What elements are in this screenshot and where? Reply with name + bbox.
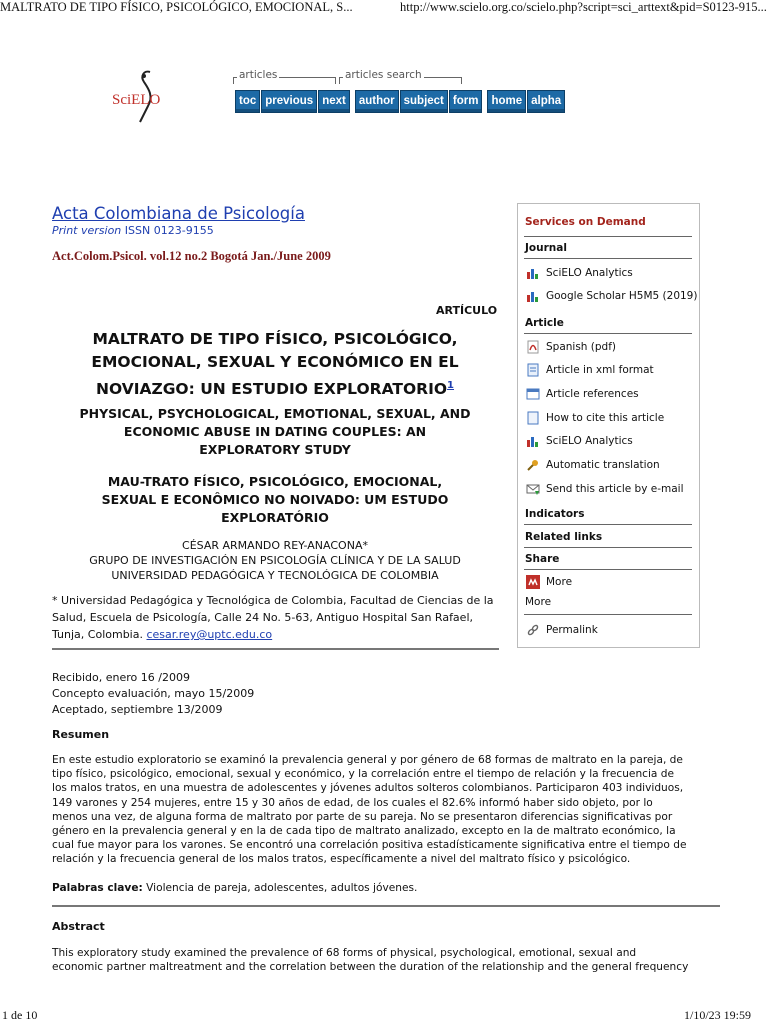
abstract-line: economic partner maltreatment and the correlation between the duration of the relationship and the general frequency: [52, 961, 689, 974]
services-divider: [524, 333, 692, 334]
date-received: Recibido, enero 16 /2009: [52, 671, 190, 684]
title-pt-line: SEXUAL E ECONÔMICO NO NOIVADO: UM ESTUDO: [101, 492, 449, 507]
resumen-line: cual fue mayor para los varones. Se encontró una correlación positiva estadísticamente significativa entre el tiempo de: [52, 839, 687, 852]
google-scholar-link[interactable]: Google Scholar H5M5 (2019): [526, 289, 697, 303]
nav-button-bar: [235, 89, 566, 113]
services-divider: [524, 614, 692, 615]
services-divider: [524, 547, 692, 548]
share-icon: [526, 575, 540, 589]
keywords-value: Violencia de pareja, adolescentes, adultos jóvenes.: [146, 882, 418, 894]
journal-scielo-analytics-link[interactable]: SciELO Analytics: [526, 266, 633, 280]
print-version-line: [52, 224, 214, 237]
bar-chart-icon: [526, 434, 540, 448]
resumen-line: tipo físico, psicológico, emocional, sexual y económico, y la correlación entre el tiempo de relación y la frecuencia de: [52, 768, 675, 781]
pdf-icon: [526, 340, 540, 354]
author-group: GRUPO DE INVESTIGACIÓN EN PSICOLOGÍA CLÍNICA Y DE LA SALUD: [89, 554, 461, 567]
author-block: [52, 538, 498, 583]
article-references-link[interactable]: Article references: [526, 387, 639, 401]
resumen-text: [52, 753, 732, 867]
subject-button[interactable]: subject: [400, 90, 448, 113]
scielo-logo[interactable]: [110, 68, 170, 124]
articles-search-bracket: [339, 69, 462, 84]
affiliation-line: Tunja, Colombia. cesar.rey@uptc.edu.co: [52, 628, 273, 641]
services-divider: [524, 524, 692, 525]
email-icon: [526, 482, 540, 496]
page-counter: 1 de 10: [2, 1008, 38, 1022]
abstract-text: [52, 946, 732, 974]
cite-doc-icon: [526, 411, 540, 425]
next-button[interactable]: next: [318, 90, 350, 113]
toc-button[interactable]: toc: [235, 90, 260, 113]
share-more-link[interactable]: More: [526, 575, 572, 589]
title-pt-line: MAU-TRATO FÍSICO, PSICOLÓGICO, EMOCIONAL,: [107, 474, 443, 489]
article-scielo-analytics-link[interactable]: SciELO Analytics: [526, 434, 633, 448]
journal-heading: Journal: [525, 242, 567, 254]
abstract-line: This exploratory study examined the prevalence of 68 forms of physical, psychological, emotional, sexual and: [52, 947, 637, 959]
resumen-line: relación y la frecuencia general de los malos tratos, específicamente a nivel del maltrato físico y psicológico.: [52, 853, 631, 866]
services-title: Services on Demand: [525, 216, 646, 228]
how-to-cite-link[interactable]: How to cite this article: [526, 411, 664, 425]
title-en-line: PHYSICAL, PSYCHOLOGICAL, EMOTIONAL, SEXUAL, AND: [79, 406, 471, 421]
bar-chart-icon: [526, 266, 540, 280]
article-heading: Article: [525, 317, 564, 329]
title-english: [52, 405, 498, 459]
resumen-line: menos una vez, de alguna forma de maltrato por parte de su pareja. No se presentaron diferencias significativas por: [52, 810, 673, 823]
divider: [52, 905, 720, 907]
affiliation-line: * Universidad Pedagógica y Tecnológica de Colombia, Facultad de Ciencias de la: [52, 594, 494, 607]
alpha-button[interactable]: alpha: [527, 90, 565, 113]
print-timestamp: 1/10/23 19:59: [684, 1008, 752, 1022]
related-links-heading[interactable]: Related links: [525, 531, 603, 543]
author-name: CÉSAR ARMANDO REY-ANACONA*: [182, 539, 368, 552]
journal-title-link[interactable]: Acta Colombiana de Psicología: [52, 204, 305, 223]
keywords-line: [52, 881, 732, 895]
section-label: ARTÍCULO: [436, 304, 498, 317]
footnote-link[interactable]: 1: [447, 380, 455, 391]
title-en-line: ECONOMIC ABUSE IN DATING COUPLES: AN: [123, 424, 427, 439]
link-chain-icon: [526, 623, 540, 637]
articles-search-group-label: articles search: [345, 69, 422, 81]
volume-line: Act.Colom.Psicol. vol.12 no.2 Bogotá Jan./June 2009: [52, 249, 331, 263]
title-spanish: [52, 328, 498, 401]
author-university: UNIVERSIDAD PEDAGÓGICA Y TECNOLÓGICA DE COLOMBIA: [111, 569, 439, 582]
print-header-title: MALTRATO DE TIPO FÍSICO, PSICOLÓGICO, EMOCIONAL, S...: [0, 0, 353, 14]
permalink-link[interactable]: Permalink: [526, 623, 598, 637]
resumen-line: los malos tratos, en una muestra de adolescentes y jóvenes adultos solteros colombianos. Participaron 403 individuos,: [52, 782, 684, 795]
translate-key-icon: [526, 458, 540, 472]
articles-bracket: [233, 69, 336, 84]
print-version-label: Print version: [52, 224, 122, 237]
resumen-line: 149 varones y 254 mujeres, entre 15 y 30 años de edad, de los cuales el 82.6% informó haber sido objeto, por lo: [52, 796, 653, 809]
services-panel: [517, 203, 700, 648]
bar-chart-icon: [526, 289, 540, 303]
automatic-translation-link[interactable]: Automatic translation: [526, 458, 660, 472]
xml-format-link[interactable]: Article in xml format: [526, 363, 654, 377]
date-accepted: Aceptado, septiembre 13/2009: [52, 703, 223, 716]
share-more-text-link[interactable]: More: [525, 596, 552, 608]
keywords-label: Palabras clave:: [52, 882, 143, 894]
title-es-line: NOVIAZGO: UN ESTUDIO EXPLORATORIO$^1$: [95, 380, 455, 399]
spanish-pdf-link[interactable]: Spanish (pdf): [526, 340, 616, 354]
articles-group-label: articles: [239, 69, 278, 81]
services-divider: [524, 236, 692, 237]
affiliation-line: Salud, Escuela de Psicología, Calle 24 No. 5-63, Antiguo Hospital San Rafael,: [52, 611, 473, 624]
title-pt-line: EXPLORATÓRIO: [221, 510, 329, 525]
send-email-link[interactable]: Send this article by e-mail: [526, 482, 684, 496]
abstract-heading: Abstract: [52, 920, 105, 933]
title-es-line: MALTRATO DE TIPO FÍSICO, PSICOLÓGICO,: [92, 330, 458, 348]
indicators-heading[interactable]: Indicators: [525, 508, 585, 520]
divider: [52, 648, 499, 650]
affiliation-block: [52, 592, 502, 643]
dates-block: [52, 670, 254, 718]
author-button[interactable]: author: [355, 90, 399, 113]
previous-button[interactable]: previous: [261, 90, 317, 113]
scielo-logo-text: SciELO: [112, 92, 161, 108]
share-heading: Share: [525, 553, 560, 565]
author-email-link[interactable]: cesar.rey@uptc.edu.co: [146, 628, 273, 641]
xml-doc-icon: [526, 363, 540, 377]
references-icon: [526, 387, 540, 401]
resumen-line: En este estudio exploratorio se examinó la prevalencia general y por género de 68 formas de maltrato en la pareja, de: [52, 754, 683, 766]
services-divider: [524, 258, 692, 259]
resumen-line: género en la prevalencia general y en la de cada tipo de maltrato analizado, excepto en la de maltrato económico, la: [52, 825, 676, 838]
print-header-url: http://www.scielo.org.co/scielo.php?script=sci_arttext&pid=S0123-915...: [400, 0, 767, 14]
title-en-line: EXPLORATORY STUDY: [199, 442, 351, 457]
date-evaluation: Concepto evaluación, mayo 15/2009: [52, 687, 255, 700]
resumen-heading: Resumen: [52, 728, 110, 741]
title-es-line: EMOCIONAL, SEXUAL Y ECONÓMICO EN EL: [91, 353, 459, 371]
title-portuguese: [52, 473, 498, 527]
home-button[interactable]: home: [487, 90, 526, 113]
services-divider: [524, 569, 692, 570]
issn: ISSN 0123-9155: [124, 224, 214, 237]
form-button[interactable]: form: [449, 90, 483, 113]
